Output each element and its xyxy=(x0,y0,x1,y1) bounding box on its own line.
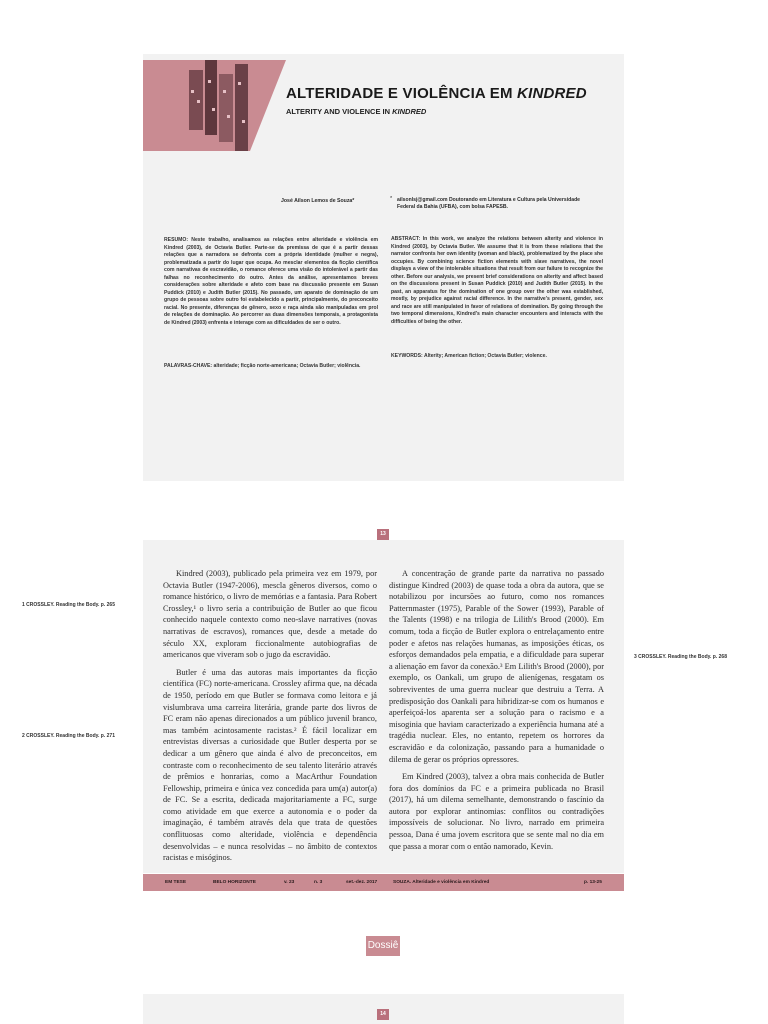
margin-footnote-2: 2 CROSSLEY. Reading the Body. p. 271 xyxy=(22,733,115,739)
author-footnote-mark: * xyxy=(390,196,393,202)
abstract-english xyxy=(391,236,603,326)
paragraph: Em Kindred (2003), talvez a obra mais conhecida de Butler fora dos domínios da FC e a primeira publicada no Brasil (2017), há um dilema semelhante, demonstrando o fascínio da autora por explorar antinomias: conflitos ou contradições impossíveis de solucionar. No livro, narrado em primeira pessoa, Dana é uma jovem escritora que se sente mal no dia em que passa a morar com o então namorado, Kevin. xyxy=(389,772,604,851)
footer-city: BELO HORIZONTE xyxy=(213,880,256,885)
body-column-left xyxy=(163,568,377,870)
margin-footnote-1: 1 CROSSLEY. Reading the Body. p. 265 xyxy=(22,602,115,608)
running-footer xyxy=(143,874,624,891)
paragraph: Butler é uma das autoras mais importantes da ficção científica (FC) norte-americana. Crossley afirma que, na década de 1950, período em que Butler se formava como leitora e já vislumbrava uma carreira literária, grande parte dos livros de FC eram não apenas direcionados a um público juvenil branco, mas também acintosamente racistas.² É fácil localizar em entrevistas diversas a curiosidade que Butler desperta por se dedicar a um gênero que ainda é alvo de preconceitos, em contraste com o reconhecimento de seu talento literário através de prêmios e honrarias, como a MacArthur Foundation Fellowship, primeira e única vez concedida para um(a) autor(a) de FC. Se a escrita, dedicada majoritariamente a FC, surge como atividade em que exerce a autonomia e o poder da imaginação, é também através dela que trata de questões conflituosas como alteridade, violência e dependência desenvolvidas – e nunca resolvidas – no âmbito de contextos racistas e misóginos. xyxy=(163,667,377,863)
article-subtitle: ALTERITY AND VIOLENCE IN KINDRED xyxy=(286,107,427,116)
cover-illustration xyxy=(143,60,250,151)
paragraph: A concentração de grande parte da narrativa no passado distingue Kindred (2003) de quase toda a obra da autora, que se notabilizou por incursões ao futuro, como nos romances Patternmaster (1975), Parable of the Sower (1993), Parable of the Talents (1998) e na trilogia de Lilith's Brood (2000). Em comum, toda a ficção de Butler explora o entrelaçamento entre poder e afetos nas relações humanas, as imposições éticas, os esforços demandados pela empatia, e a dificuldade para superar a alienação em favor da conexão.³ Em Lilith's Brood (2000), por exemplo, os Oankali, um grupo de alienígenas, resgatam os sobreviventes de uma guerra nuclear que destruiu a Terra. A predisposição dos Oankali para hibridizar-se com os humanos e aperfeiçoá-los aparenta ser a solução para o racismo e a misoginia que haviam caracterizado a experiência humana até a tragédia nuclear. Eles, no entanto, repetem os horrores da escravidão e da colonização, passando para a humanidade o dilema de gerar os próprios opressores. xyxy=(389,569,604,764)
article-title: ALTERIDADE E VIOLÊNCIA EM KINDRED xyxy=(286,85,587,102)
footer-date: set.-dez. 2017 xyxy=(346,880,378,885)
footer-pages: p. 13-25 xyxy=(584,880,602,885)
abstract-pt-label: RESUMO: xyxy=(164,237,189,243)
page-number-13: 13 xyxy=(377,529,389,540)
keywords-english xyxy=(391,353,603,361)
footer-volume: v. 23 xyxy=(284,880,295,885)
abstract-portuguese xyxy=(164,237,378,327)
city-photo-image xyxy=(183,60,250,151)
page-13 xyxy=(143,54,624,481)
body-column-right xyxy=(389,568,604,858)
keywords-en-label: KEYWORDS: xyxy=(391,353,423,359)
abstract-pt-text: Neste trabalho, analisamos as relações entre alteridade e violência em Kindred (2003), de Octavia Butler. Parte-se da premissa de que é a partir dessas relações que a narradora se defronta com a própria identidade (mulher e negra), problematizada a partir do lugar que ocupa. Ao mesclar elementos da ficção científica com narrativas de escravidão, o romance oferece uma visão do intolerável a partir das falhas no reconhecimento do outro. Antes da análise, apresentamos breves considerações sobre alteridade e afeto com base na discussão presente em Susan Puddick (2010) e Judith Butler (2015). No passado, um aparato de dominação de um grupo de pessoas sobre outro foi estabelecido a partir, principalmente, do preconceito racial. No presente, diferenças de gênero, sexo e raça ainda são manipuladas em prol de relações de dominação. Ao percorrer as duas dimensões temporais, a protagonista de Kindred (2003) enfrenta e interage com as dificuldades de ser o outro. xyxy=(164,237,378,326)
author-affiliation: ailsonlsj@gmail.com Doutorando em Literatura e Cultura pela Universidade Federal da Bahia (UFBA), com bolsa FAPESB. xyxy=(397,197,581,211)
keywords-pt-label: PALAVRAS-CHAVE: xyxy=(164,363,213,369)
footer-journal: EM TESE xyxy=(165,880,187,885)
footer-article: SOUZA. Alteridade e violência em Kindred xyxy=(393,880,490,885)
keywords-portuguese xyxy=(164,363,378,371)
footer-number: n. 3 xyxy=(314,880,323,885)
abstract-en-label: ABSTRACT: xyxy=(391,236,421,242)
page-number-14: 14 xyxy=(377,1009,389,1020)
page-14 xyxy=(143,540,624,873)
keywords-pt-text: alteridade; ficção norte-americana; Octavia Butler; violência. xyxy=(213,363,361,369)
author-name: José Ailson Lemos de Souza* xyxy=(281,198,355,204)
abstract-en-text: In this work, we analyze the relations between alterity and violence in Kindred (2003), by Octavia Butler. We assume that it is from these relations that the narrator confronts her own identity (woman and black), problematized by the place she occupies. By combining science fiction elements with slave narratives, the novel displays a view of the intolerable situations that result from our failure to recognize the other. Before our analysis, we present brief considerations on alterity and affect based on the discussions present in Susan Puddick (2010) and Judith Butler (2015). In the past, an apparatus for the domination of one group over the other was established, mostly, by prejudice against racial difference. In the narrative's present, gender, sex and race are still manipulated in favor of relations of domination. By going through the two temporal dimensions, Kindred's main character encounters and interacts with the difficulties of being the other. xyxy=(391,236,604,325)
paragraph: Kindred (2003), publicado pela primeira vez em 1979, por Octavia Butler (1947-2006), mescla gêneros diversos, como o romance histórico, o livro de memórias e a fantasia. Para Robert Crossley,¹ o livro seria a contribuição de Butler ao que ficou conhecido naquele contexto como neo-slave narratives (novas narrativas de escravos), romances que, desde a metade do século XX, exploram ficcionalmente autobiografias de americanos que viveram sob o jugo da escravidão. xyxy=(163,569,377,660)
keywords-en-text: Alterity; American fiction; Octavia Butler; violence. xyxy=(423,353,547,359)
margin-footnote-3: 3 CROSSLEY. Reading the Body. p. 268 xyxy=(634,654,727,660)
cover-corner-shape xyxy=(250,60,286,151)
section-label-dossie: Dossiê xyxy=(366,936,400,956)
